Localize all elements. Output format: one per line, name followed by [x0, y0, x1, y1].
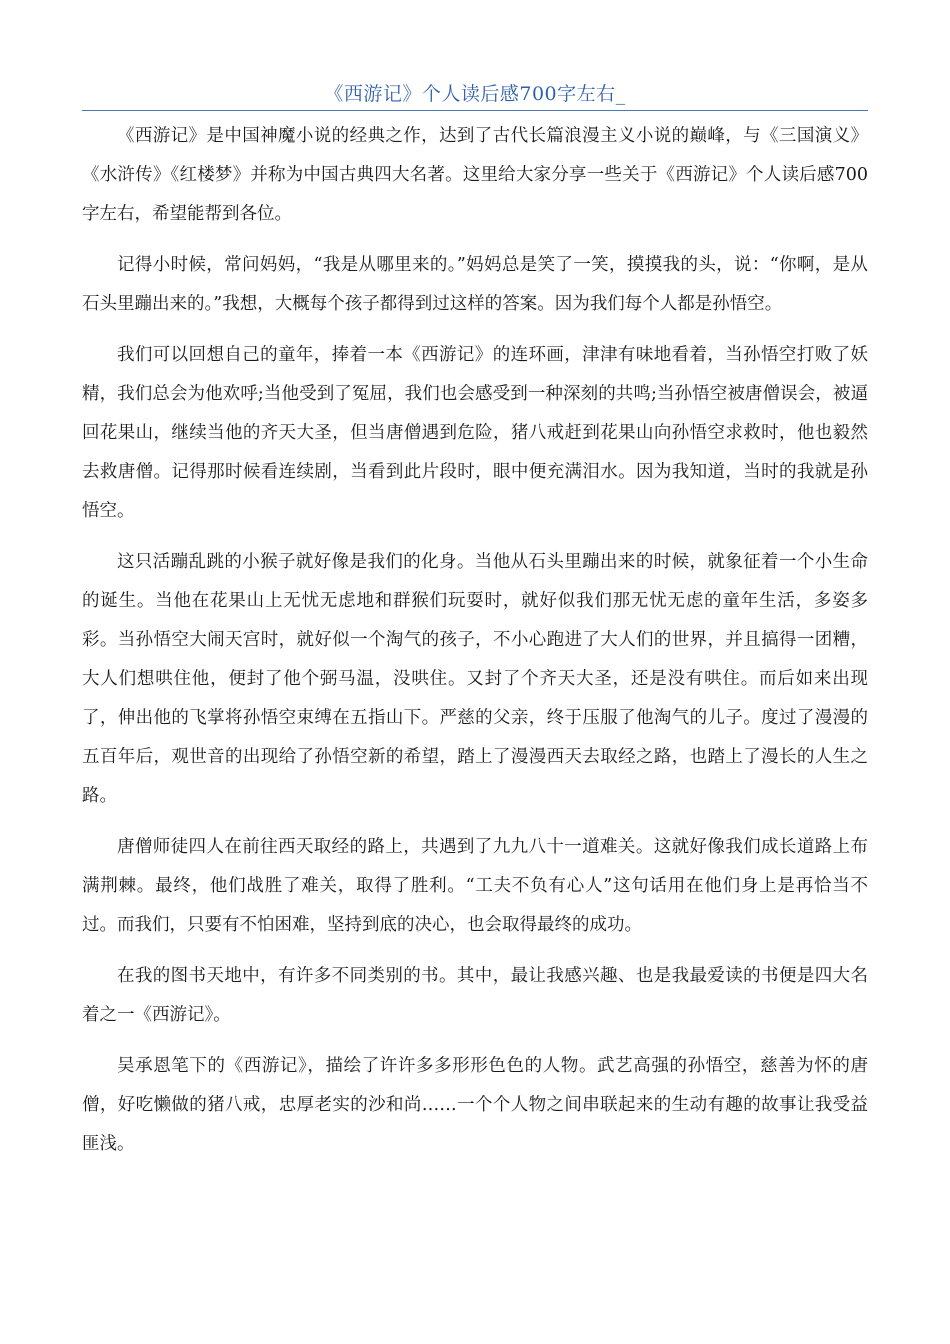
paragraph-favorite-book: 在我的图书天地中，有许多不同类别的书。其中，最让我感兴趣、也是我最爱读的书便是四大名着之一《西游记》。 [82, 966, 868, 1025]
paragraph-childhood: 记得小时候，常问妈妈，“我是从哪里来的。”妈妈总是笑了一笑，摸摸我的头，说：“你啊，是从石头里蹦出来的。”我想，大概每个孩子都得到过这样的答案。因为我们每个人都是孙悟空。 [82, 255, 868, 314]
paragraph-characters: 吴承恩笔下的《西游记》，描绘了许许多多形形色色的人物。武艺高强的孙悟空，慈善为怀的唐僧，好吃懒做的猪八戒，忠厚老实的沙和尚……一个个人物之间串联起来的生动有趣的故事让我受益匪浅。 [82, 1056, 868, 1154]
paragraph-intro: 《西游记》是中国神魔小说的经典之作，达到了古代长篇浪漫主义小说的巅峰，与《三国演义》《水浒传》《红楼梦》并称为中国古典四大名著。这里给大家分享一些关于《西游记》个人读后感700字左右，希望能帮到各位。 [82, 126, 868, 224]
paragraph-eighty-one-trials: 唐僧师徒四人在前往西天取经的路上，共遇到了九九八十一道难关。这就好像我们成长道路上布满荆棘。最终，他们战胜了难关，取得了胜利。“工夫不负有心人”这句话用在他们身上是再恰当不过。而我们，只要有不怕困难，坚持到底的决心，也会取得最终的成功。 [82, 837, 868, 935]
document-header [82, 78, 868, 111]
paragraph-picture-book: 我们可以回想自己的童年，捧着一本《西游记》的连环画，津津有味地看着，当孙悟空打败了妖精，我们总会为他欢呼;当他受到了冤屈，我们也会感受到一种深刻的共鸣;当孙悟空被唐僧误会，被逼回花果山，继续当他的齐天大圣，但当唐僧遇到危险，猪八戒赶到花果山向孙悟空求救时，他也毅然去救唐僧。记得那时候看连续剧，当看到此片段时，眼中便充满泪水。因为我知道，当时的我就是孙悟空。 [82, 345, 868, 521]
paragraph-little-monkey: 这只活蹦乱跳的小猴子就好像是我们的化身。当他从石头里蹦出来的时候，就象征着一个小生命的诞生。当他在花果山上无忧无虑地和群猴们玩耍时，就好似我们那无忧无虑的童年生活，多姿多彩。当孙悟空大闹天宫时，就好似一个淘气的孩子，不小心跑进了大人们的世界，并且搞得一团糟，大人们想哄住他，便封了他个弼马温，没哄住。又封了个齐天大圣，还是没有哄住。而后如来出现了，伸出他的飞掌将孙悟空束缚在五指山下。严慈的父亲，终于压服了他淘气的儿子。度过了漫漫的五百年后，观世音的出现给了孙悟空新的希望，踏上了漫漫西天去取经之路，也踏上了漫长的人生之路。 [82, 552, 868, 806]
document-body [82, 117, 868, 1176]
document-title: 《西游记》个人读后感700字左右_ [324, 83, 626, 105]
